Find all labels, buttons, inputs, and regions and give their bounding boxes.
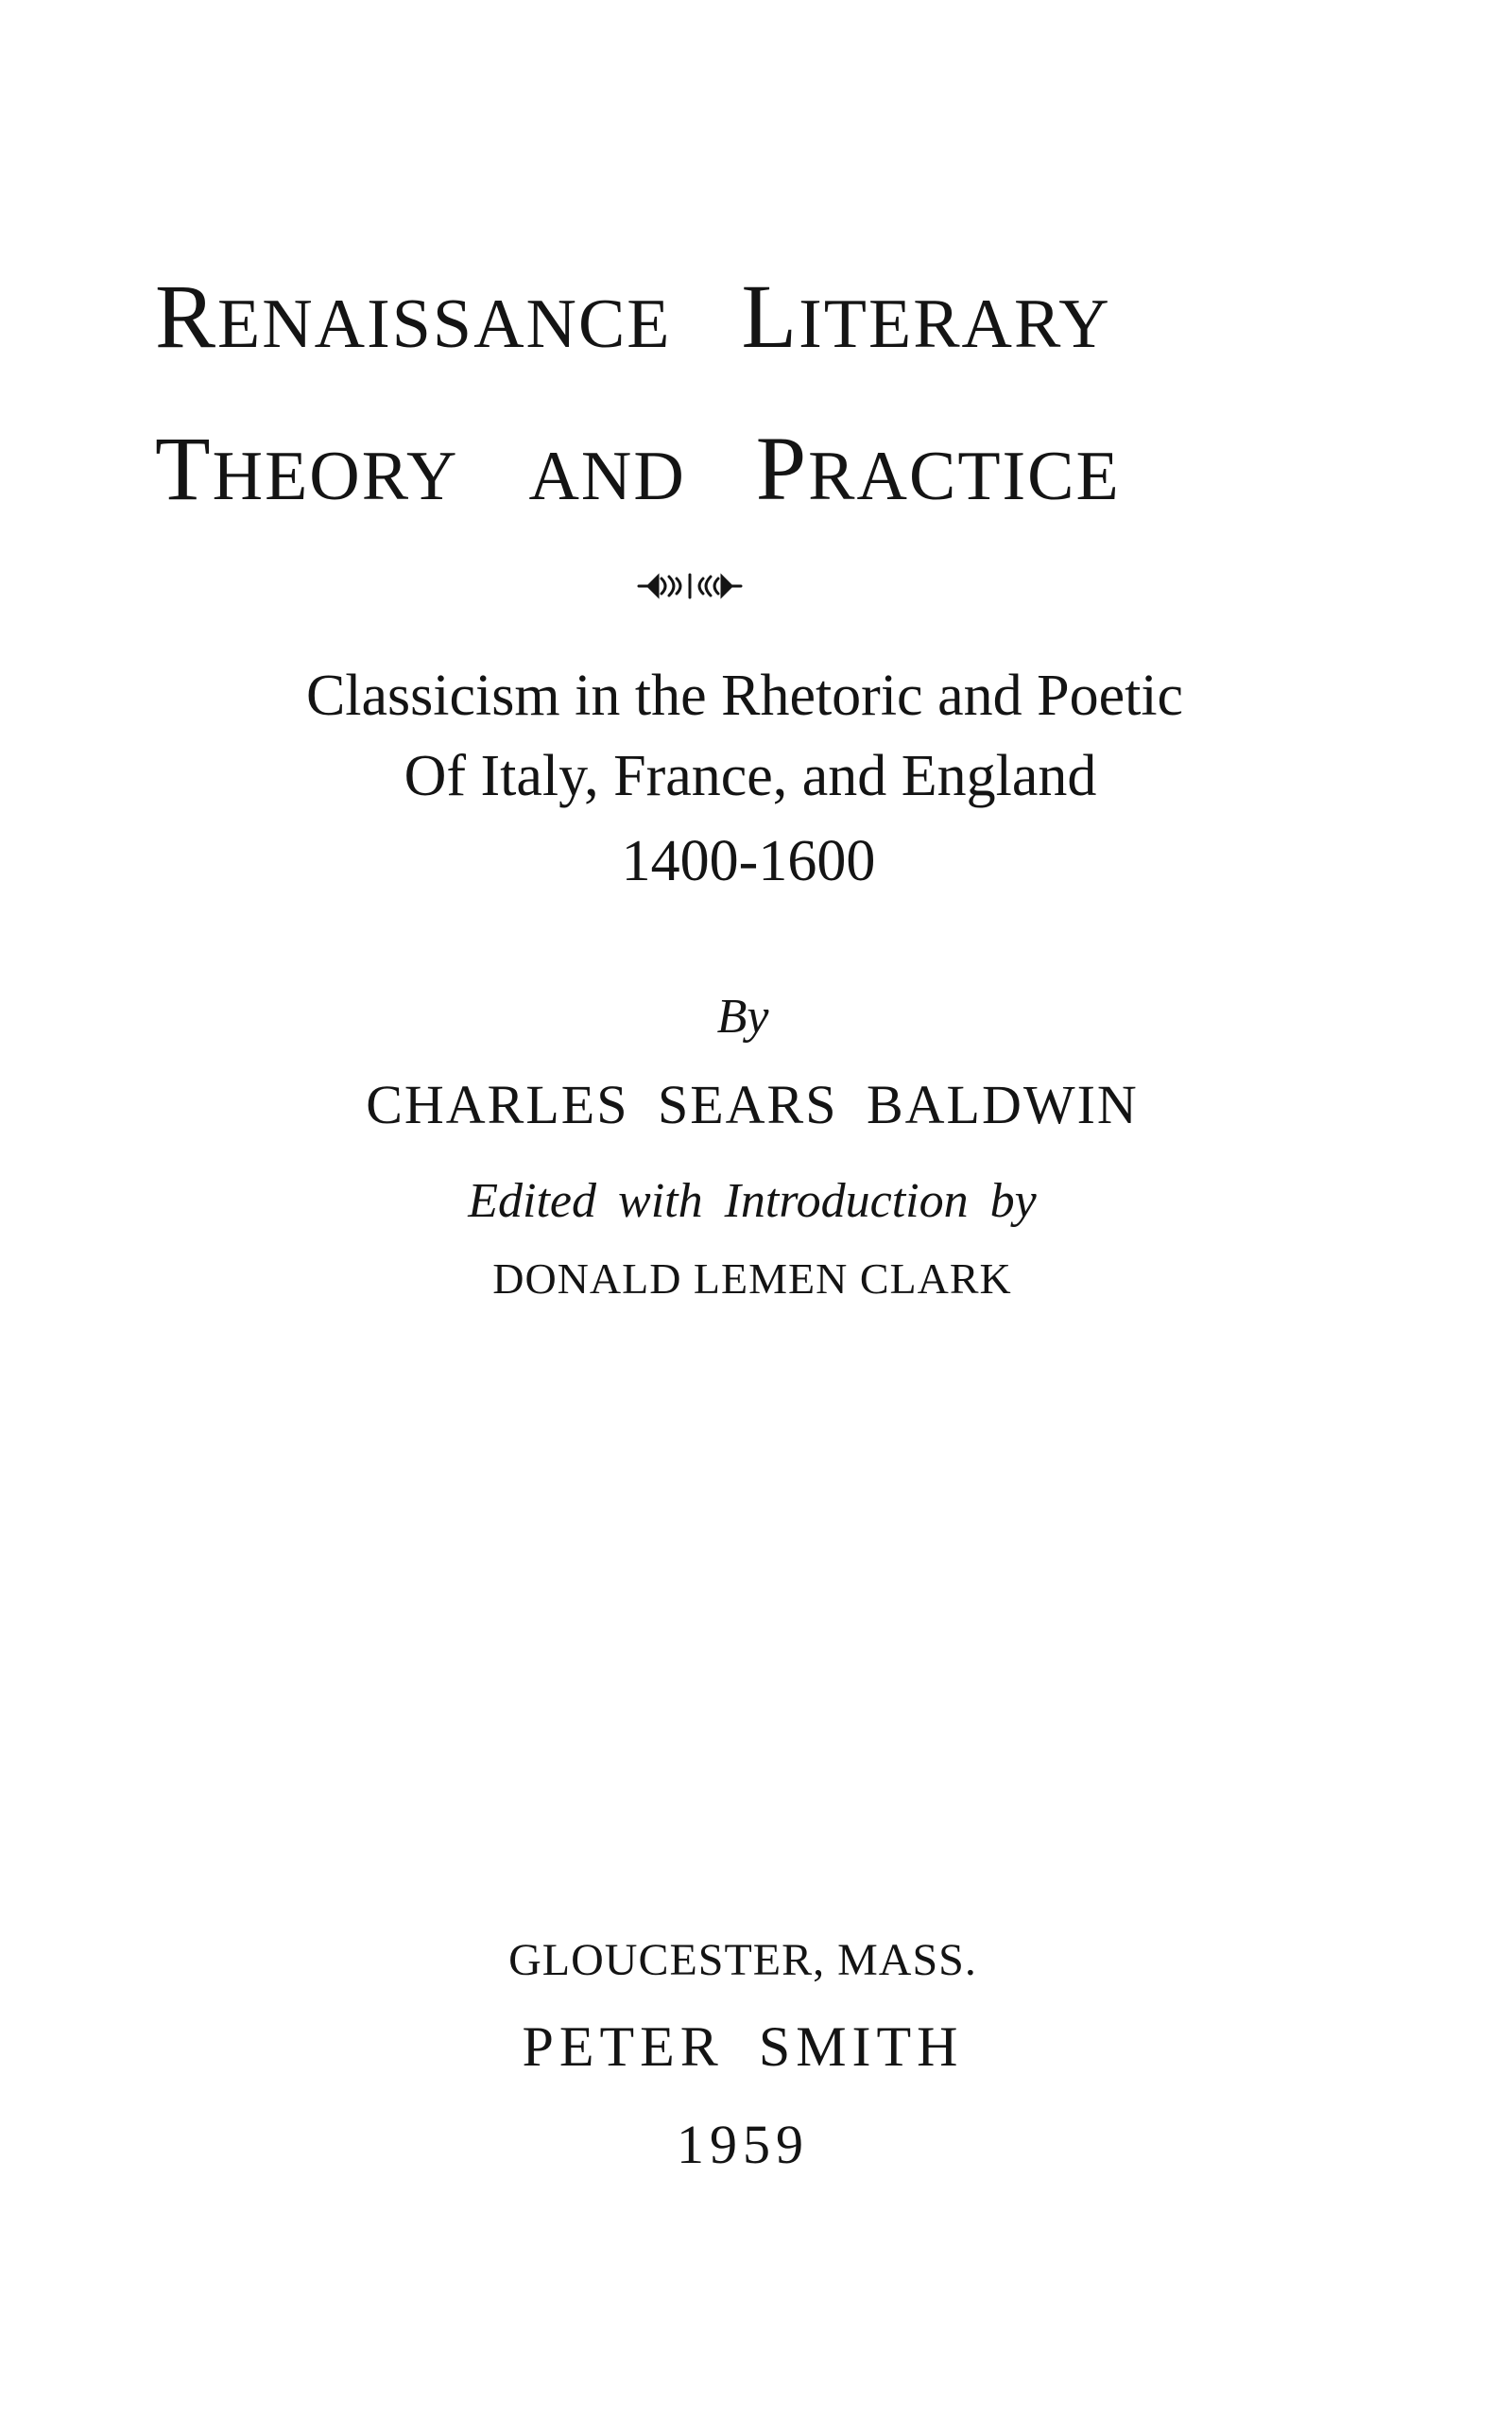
- author-name: CHARLES SEARS BALDWIN: [366, 1074, 1139, 1135]
- editor-name: DONALD LEMEN CLARK: [492, 1254, 1012, 1303]
- by-label: By: [716, 990, 769, 1044]
- book-title-line-2: [155, 418, 1121, 519]
- edited-label: Edited with Introduction by: [468, 1174, 1037, 1228]
- subtitle-date-range: 1400-1600: [621, 829, 876, 893]
- title-small-caps: ENAISSANCE: [217, 285, 672, 363]
- publisher-place: GLOUCESTER, MASS.: [508, 1935, 977, 1985]
- publisher-name: PETER SMITH: [522, 2015, 964, 2078]
- title-small-caps: ITERARY: [799, 285, 1111, 363]
- title-small-caps: AND: [528, 438, 686, 515]
- subtitle-line-1: Classicism in the Rhetoric and Poetic: [305, 664, 1184, 728]
- book-title-line-1: [155, 266, 1111, 367]
- title-initial: P: [755, 418, 809, 519]
- title-initial: T: [155, 418, 213, 519]
- title-small-caps: HEORY: [212, 438, 459, 515]
- title-initial: L: [741, 266, 799, 367]
- subtitle-line-2: Of Italy, France, and England: [404, 744, 1097, 808]
- fleuron-ornament-icon: [635, 567, 745, 605]
- title-initial: R: [155, 266, 218, 367]
- publication-year: 1959: [677, 2114, 809, 2175]
- title-small-caps: RACTICE: [808, 438, 1121, 515]
